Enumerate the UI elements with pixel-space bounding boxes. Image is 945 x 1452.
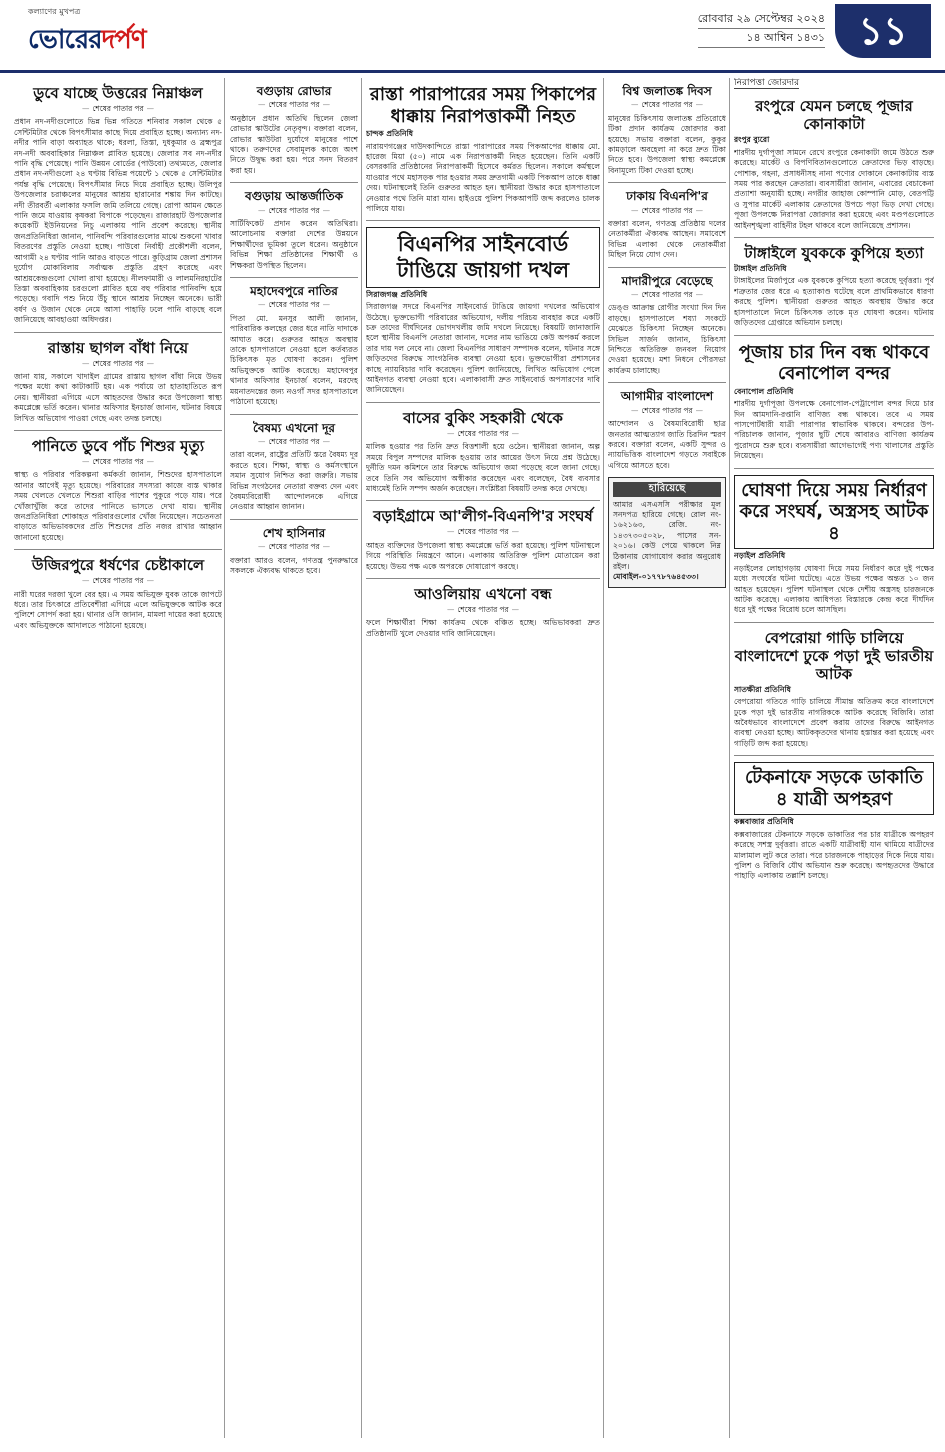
article-body: বক্তারা আরও বলেন, গণতন্ত্র পুনরুদ্ধারে সকলকে ঐক্যবদ্ধ থাকতে হবে।	[230, 555, 358, 575]
article-body: আহত ব্যক্তিদের উপজেলা স্বাস্থ্য কমপ্লেক্সে ভর্তি করা হয়েছে। পুলিশ ঘটনাস্থলে গিয়ে পরিস্থিতি নিয়ন্ত্রণে আনে। এলাকায় অতিরিক্ত পুলিশ মোতায়েন করা হয়েছে। উভয় পক্ষ একে অপরকে দোষারোপ করছে।	[366, 540, 600, 571]
divider	[14, 332, 222, 333]
divider	[14, 430, 222, 431]
lost-notice-body: আমার এসএসসি পরীক্ষার মূল সনদপত্র হারিয়ে গেছে। রোল নং- ১৬২১৬৩, রেজি. নং- ১৪৩৭৩০৫০২৮, পাসের সন- ২০১৬। কেউ পেয়ে থাকলে নিম্ন ঠিকানায় যোগাযোগ করার অনুরোধ রইল।	[613, 499, 721, 571]
article-body: সার্টিফিকেট প্রদান করেন অতিথিরা। আলোচনায় বক্তারা দেশের উন্নয়নে শিক্ষার্থীদের ভূমিকা তুলে ধরেন। অনুষ্ঠানে বিভিন্ন শিক্ষা প্রতিষ্ঠানের শিক্ষার্থী ও শিক্ষকরা উপস্থিত ছিলেন।	[230, 219, 358, 270]
column-divider	[729, 78, 730, 1438]
headline[interactable]: বিএনপির সাইনবোর্ড টাঙিয়ে জায়গা দখল	[366, 227, 600, 287]
article-body: মালিক হওয়ার পর তিনি দ্রুত বিত্তশালী হয়ে ওঠেন। স্থানীয়রা জানান, অল্প সময়ে বিপুল সম্পদের মালিক হওয়ায় তার আয়ের উৎস নিয়ে প্রশ্ন উঠেছে। দুর্নীতি দমন কমিশনে তার বিরুদ্ধে অভিযোগ জমা পড়েছে বলে জানা গেছে। তবে তিনি সব অভিযোগ অস্বীকার করেছেন এবং বলেছেন, বৈধ ব্যবসার মাধ্যমেই তিনি সম্পদ অর্জন করেছেন। সংশ্লিষ্টরা বিষয়টি তদন্ত করে দেখছে।	[366, 442, 600, 493]
continued-label: — শেষের পাতার পর —	[608, 406, 726, 416]
column-5	[734, 78, 934, 1440]
headline[interactable]: শেখ হাসিনার	[262, 525, 326, 540]
headline[interactable]: রংপুরে যেমন চলছে পূজার কোনাকাটা	[755, 97, 913, 134]
continued-label: — শেষের পাতার পর —	[14, 457, 222, 467]
headline[interactable]: বড়াইগ্রামে আ'লীগ-বিএনপি'র সংঘর্ষ	[373, 507, 593, 526]
continued-label: — শেষের পাতার পর —	[230, 437, 358, 447]
paper-name	[28, 19, 146, 63]
headline[interactable]: ডুবে যাচ্ছে উত্তরের নিম্নাঞ্চল	[33, 84, 203, 102]
divider	[230, 182, 358, 183]
column-4	[608, 78, 726, 1440]
article-body: ডেঙ্গু আক্রান্ত রোগীর সংখ্যা দিন দিন বাড়ছে। হাসপাতালে শয্যা সংকটে মেঝেতে চিকিৎসা নিচ্ছেন অনেকে। সিভিল সার্জন জানান, চিকিৎসা নিশ্চিতে অতিরিক্ত জনবল নিয়োগ দেওয়া হয়েছে। মশা নিধনে পৌরসভা কার্যক্রম চালাচ্ছে।	[608, 303, 726, 375]
divider	[230, 277, 358, 278]
column-2	[230, 78, 358, 1440]
continued-label: — শেষের পাতার পর —	[230, 100, 358, 110]
continued-label: — শেষের পাতার পর —	[366, 429, 600, 439]
headline[interactable]: পানিতে ডুবে পাঁচ শিশুর মৃত্যু	[31, 436, 205, 455]
article-body: অনুষ্ঠানে প্রধান অতিথি ছিলেন জেলা রোভার স্কাউটের নেতৃবৃন্দ। বক্তারা বলেন, রোভার স্কাউটরা দুর্যোগে মানুষের পাশে থাকে। তরুণদের সেবামূলক কাজে অংশ নিতে উদ্বুদ্ধ করা হয়। পরে সনদ বিতরণ করা হয়।	[230, 113, 358, 175]
headline[interactable]: টেকনাফে সড়কে ডাকাতি ৪ যাত্রী অপহরণ	[734, 762, 934, 815]
paper-logo	[28, 6, 146, 63]
divider	[230, 414, 358, 415]
byline: রংপুর ব্যুরো	[734, 135, 770, 145]
headline[interactable]: বাসের বুকিং সহকারী থেকে	[403, 408, 563, 427]
article-body: তারা বলেন, রাষ্ট্রের প্রতিটি স্তরে বৈষম্য দূর করতে হবে। শিক্ষা, স্বাস্থ্য ও কর্মসংস্থানে সমান সুযোগ নিশ্চিত করা জরুরি। সভায় বিভিন্ন সংগঠনের নেতারা বক্তব্য দেন এবং বৈষম্যবিরোধী আন্দোলনকে এগিয়ে নেওয়ার আহ্বান জানান।	[230, 450, 358, 512]
byline: চান্দক প্রতিনিধি	[366, 129, 414, 139]
column-divider	[361, 78, 362, 1438]
headline[interactable]: রাস্তা পারাপারের সময় পিকাপের ধাক্কায় নিরাপত্তাকর্মী নিহত	[369, 84, 597, 127]
article-body: শারদীয় দুর্গাপূজা সামনে রেখে রংপুরে কেনাকাটা জমে উঠতে শুরু করেছে। মার্কেট ও বিপণিবিতানগুলোতে ক্রেতাদের ভিড় বাড়ছে। পোশাক, গহনা, প্রসাধনীসহ নানা পণ্যের দোকানে কেনাকাটায় ব্যস্ত সময় পার করছেন ক্রেতারা। ব্যবসায়ীরা জানান, এবারের বেচাকেনা প্রত্যাশা অনুযায়ী হচ্ছে। নগরীর জাহাজ কোম্পানি মোড়, বেতপট্টি ও সুপার মার্কেট এলাকায় ক্রেতাদের উপচে পড়া ভিড় দেখা গেছে। পূজা উপলক্ষে নিরাপত্তা জোরদার করা হয়েছে এবং মণ্ডপগুলোতে আইনশৃঙ্খলা বাহিনীর টহল থাকবে বলে জানিয়েছে প্রশাসন।	[734, 147, 934, 230]
headline[interactable]: বৈষম্য এখনো দূর	[252, 420, 336, 435]
divider	[230, 519, 358, 520]
article-body: সিরাজগঞ্জ সদরে বিএনপির সাইনবোর্ড টাঙিয়ে জায়গা দখলের অভিযোগ উঠেছে। ভুক্তভোগী পরিবারের অভিযোগ, দলীয় পরিচয় ব্যবহার করে একটি চক্র তাদের দীর্ঘদিনের ভোগদখলীয় জমি দখলে নিয়েছে। বিষয়টি জানাজানি হলে স্থানীয় বিএনপি নেতারা জানান, দলের নাম ভাঙিয়ে কেউ অপকর্ম করলে তার দায় দল নেবে না। জেলা বিএনপির সাধারণ সম্পাদক বলেন, ঘটনার সঙ্গে জড়িতদের বিরুদ্ধে সাংগঠনিক ব্যবস্থা নেওয়া হবে। ভুক্তভোগীরা প্রশাসনের কাছে ন্যায়বিচার দাবি করেছেন। পুলিশ জানিয়েছে, লিখিত অভিযোগ পেলে আইনগত ব্যবস্থা নেওয়া হবে। এলাকাবাসী দ্রুত সাইনবোর্ড অপসারণের দাবি জানিয়েছেন।	[366, 302, 600, 395]
lost-notice-title: হারিয়েছে	[613, 482, 721, 496]
lost-notice-contact: মোবাইল-০১৭৭৮৭৬৪৫৩৩।	[613, 572, 699, 582]
divider	[734, 237, 934, 238]
date-english: রোববার ২৯ সেপ্টেম্বর ২০২৪	[698, 10, 825, 29]
article-body: পিতা মো. মনসুর আলী জানান, পারিবারিক কলহের জের ধরে নাতি দাদাকে আঘাত করে। গুরুতর আহত অবস্থায় তাকে হাসপাতালে নেওয়া হলে কর্তব্যরত চিকিৎসক মৃত ঘোষণা করেন। পুলিশ অভিযুক্তকে আটক করেছে। মহাদেবপুর থানার অফিসার ইনচার্জ বলেন, মরদেহ ময়নাতদন্তের জন্য নওগাঁ সদর হাসপাতালে পাঠানো হয়েছে।	[230, 313, 358, 407]
byline: টাঙ্গাইল প্রতিনিধি	[734, 264, 787, 274]
continued-label: — শেষের পাতার পর —	[230, 206, 358, 216]
headline[interactable]: উজিরপুরে ধর্ষণের চেষ্টাকালে	[31, 556, 205, 575]
headline[interactable]: আগামীর বাংলাদেশ	[620, 389, 714, 404]
continued-label: — শেষের পাতার পর —	[608, 290, 726, 300]
divider	[608, 267, 726, 268]
divider	[14, 549, 222, 550]
kicker: নিরাপত্তা জোরদার	[734, 78, 800, 88]
continued-label: — শেষের পাতার পর —	[14, 576, 222, 586]
divider	[366, 500, 600, 501]
headline[interactable]: বিশ্ব জলাতঙ্ক দিবস	[622, 84, 712, 98]
column-1	[14, 78, 222, 1440]
article-body: নারী ঘরের দরজা খুলে বের হয়। এ সময় অভিযুক্ত যুবক তাকে জাপটে ধরে। তার চিৎকারে প্রতিবেশীরা এগিয়ে এলে অভিযুক্তকে আটক করে পুলিশে সোপর্দ করা হয়। থানার ওসি জানান, মামলা দায়ের করা হয়েছে এবং অভিযুক্তকে আদালতে পাঠানো হয়েছে।	[14, 589, 222, 630]
headline[interactable]: মহাদেবপুরে নাতির	[250, 284, 338, 299]
divider	[734, 468, 934, 469]
divider	[608, 182, 726, 183]
divider	[734, 622, 934, 623]
headline[interactable]: মাদারীপুরে বেড়েছে	[621, 273, 713, 288]
divider	[366, 578, 600, 579]
paper-name-part-a: ভোরের	[28, 25, 102, 55]
byline: সিরাজগঞ্জ প্রতিনিধি	[366, 289, 428, 299]
column-3	[366, 78, 600, 1440]
masthead	[0, 0, 945, 73]
byline: সাতক্ষীরা প্রতিনিধি	[734, 684, 791, 694]
byline: কক্সবাজার প্রতিনিধি	[734, 817, 794, 827]
article-body: কক্সবাজারের টেকনাফে সড়কে ডাকাতির পর চার যাত্রীকে অপহরণ করেছে সশস্ত্র দুর্বৃত্তরা। রাতে একটি যাত্রীবাহী যান থামিয়ে যাত্রীদের মালামাল লুট করে তারা। পরে চারজনকে পাহাড়ের দিকে নিয়ে যায়। পুলিশ ও বিজিবি যৌথ অভিযান শুরু করেছে। অপহৃতদের উদ্ধারে পাহাড়ি এলাকায় তল্লাশি চলছে।	[734, 829, 934, 881]
divider	[608, 382, 726, 383]
date-bengali: ১৪ আশ্বিন ১৪৩১	[698, 29, 825, 48]
continued-label: — শেষের পাতার পর —	[14, 104, 222, 114]
headline[interactable]: টাঙ্গাইলে যুবককে কুপিয়ে হত্যা	[744, 244, 924, 263]
continued-label: — শেষের পাতার পর —	[608, 206, 726, 216]
headline[interactable]: রাস্তায় ছাগল বাঁধা নিয়ে	[47, 338, 189, 357]
article-body: জানা যায়, সকালে খাদাইল গ্রামের রাস্তায় ছাগল বাঁধা নিয়ে উভয় পক্ষের মধ্যে কথা কাটাকাটি হয়। এক পর্যায়ে তা হাতাহাতিতে রূপ নেয়। স্থানীয়রা এগিয়ে এসে আহতদের উদ্ধার করে উপজেলা স্বাস্থ্য কমপ্লেক্সে ভর্তি করেন। থানার অফিসার ইনচার্জ জানান, ঘটনার বিষয়ে লিখিত অভিযোগ পাওয়া গেছে এবং তদন্ত চলছে।	[14, 371, 222, 423]
continued-label: — শেষের পাতার পর —	[14, 359, 222, 369]
headline[interactable]: ঢাকায় বিএনপি'র	[626, 189, 708, 204]
article-body: বক্তারা বলেন, গণতন্ত্র প্রতিষ্ঠায় দলের নেতাকর্মীরা ঐক্যবদ্ধ আছেন। সমাবেশে বিভিন্ন এলাকা থেকে নেতাকর্মীরা মিছিল নিয়ে যোগ দেন।	[608, 219, 726, 260]
divider	[734, 335, 934, 336]
article-body: স্বাস্থ্য ও পরিবার পরিকল্পনা কর্মকর্তা জানান, শিশুদের হাসপাতালে আনার আগেই মৃত্যু হয়েছে। পরিবারের সদস্যরা কাজে ব্যস্ত থাকার সময় খেলতে খেলতে শিশুরা বাড়ির পাশের পুকুরে পড়ে যায়। পরে খোঁজাখুঁজি করে তাদের পানিতে ভাসতে দেখা যায়। স্থানীয় জনপ্রতিনিধিরা শোকাহত পরিবারগুলোর খোঁজ নিয়েছেন। সচেতনতা বাড়াতে অভিভাবকদের প্রতি শিশুদের প্রতি নজর রাখার আহ্বান জানানো হয়েছে।	[14, 470, 222, 542]
paper-name-part-b: দর্পণ	[101, 25, 146, 55]
continued-label: — শেষের পাতার পর —	[230, 300, 358, 310]
continued-label: — শেষের পাতার পর —	[608, 100, 726, 110]
continued-label: — শেষের পাতার পর —	[230, 542, 358, 552]
byline: বেনাপোল প্রতিনিধি	[734, 386, 794, 396]
article-body: বেপরোয়া গতিতে গাড়ি চালিয়ে সীমান্ত অতিক্রম করে বাংলাদেশে ঢুকে পড়া দুই ভারতীয় নাগরিককে আটক করেছে বিজিবি। তারা অবৈধভাবে বাংলাদেশে প্রবেশ করায় তাদের বিরুদ্ধে আইনগত ব্যবস্থা নেওয়া হচ্ছে। আটককৃতদের থানায় হস্তান্তর করা হয়েছে এবং গাড়িটি জব্দ করা হয়েছে।	[734, 697, 934, 748]
article-body: টাঙ্গাইলের মির্জাপুরে এক যুবককে কুপিয়ে হত্যা করেছে দুর্বৃত্তরা। পূর্ব শত্রুতার জের ধরে এ হত্যাকাণ্ড ঘটেছে বলে প্রাথমিকভাবে ধারণা করছে পুলিশ। স্থানীয়রা গুরুতর আহত অবস্থায় উদ্ধার করে হাসপাতালে নিলে চিকিৎসক তাকে মৃত ঘোষণা করেন। ঘটনায় জড়িতদের গ্রেপ্তারে অভিযান চলছে।	[734, 276, 934, 328]
headline[interactable]: বগুড়ায় আন্তর্জাতিক	[245, 189, 343, 204]
headline[interactable]: বগুড়ায় রোভার	[256, 84, 332, 98]
article-body: নারায়ণগঞ্জের দাউদকান্দিতে রাস্তা পারাপারের সময় পিকআপের ধাক্কায় মো. হারেজ মিয়া (৫০) নামে এক নিরাপত্তাকর্মী নিহত হয়েছেন। তিনি একটি বেসরকারি প্রতিষ্ঠানের নিরাপত্তাকর্মী হিসেবে কর্মরত ছিলেন। সকালে কর্মস্থলে যাওয়ার পথে মহাসড়ক পার হওয়ার সময় দ্রুতগামী একটি পিকআপ তাকে ধাক্কা দেয়। ঘটনাস্থলেই তিনি গুরুতর আহত হন। স্থানীয়রা উদ্ধার করে হাসপাতালে নেওয়ার পথে তিনি মারা যান। হাইওয়ে পুলিশ পিকআপটি জব্দ করলেও চালক পালিয়ে যায়।	[366, 141, 600, 214]
column-divider	[603, 78, 604, 1438]
divider	[734, 755, 934, 756]
article-body: প্রধান নদ-নদীগুলোতে ভিন্ন ভিন্ন গতিতে শনিবার সকাল থেকে ৫ সেন্টিমিটার থেকে বিপৎসীমার কাছে দিয়ে প্রবাহিত হচ্ছে। অন্যান্য নদ-নদীর পানি বাড়া অব্যাহত থাকে; ধরলা, তিস্তা, দুধকুমার ও ব্রহ্মপুত্র নদ-নদী অববাহিকার নিম্নাঞ্চল প্লাবিত হয়েছে। জেলার সব নদ-নদীর পানি বৃদ্ধি পেয়েছে। পানি উন্নয়ন বোর্ডের (পাউবো) তথ্যমতে, জেলার প্রধান নদ-নদীগুলো ২৪ ঘণ্টায় বিভিন্ন পয়েন্টে ১ থেকে ৫ সেন্টিমিটার পর্যন্ত বৃদ্ধি পেয়েছে। বিপৎসীমার নিচে দিয়ে প্রবাহিত হচ্ছে। উলিপুর উপজেলার চরাঞ্চলের মানুষের আশ্রয় হারানোর শঙ্কায় দিন কাটছে। নদী তীরবর্তী এলাকার ফসলি জমি তলিয়ে গেছে। রোপা আমন ক্ষেতে পানি জমে যাওয়ায় কৃষকরা বিপাকে পড়েছেন। রাজারহাট উপজেলার কয়েকটি ইউনিয়নের নিচু এলাকায় পানি প্রবেশ করেছে। স্থানীয় জনপ্রতিনিধিরা জানান, পানিবন্দি পরিবারগুলোর মাঝে শুকনো খাবার বিতরণের প্রস্তুতি নেওয়া হচ্ছে। পাউবো নির্বাহী প্রকৌশলী বলেন, আগামী ২৪ ঘণ্টায় পানি আরও বাড়তে পারে। কুড়িগ্রাম জেলা প্রশাসন দুর্যোগ মোকাবিলায় সর্বাত্মক প্রস্তুতি গ্রহণ করেছে এবং আশ্রয়কেন্দ্রগুলো খোলা রাখা হয়েছে। নীলফামারী ও লালমনিরহাটের তিস্তা অববাহিকায় চরগুলো প্লাবিত হয়ে বহু পরিবার পানিবন্দি হয়ে পড়েছে। গবাদি পশু নিয়ে উঁচু স্থানে আশ্রয় নিচ্ছেন অনেকে। ভারী বর্ষণ ও উজান থেকে নেমে আসা পাহাড়ি ঢলে পানি বাড়ছে বলে জানিয়েছে আবহাওয়া অধিদপ্তর।	[14, 117, 222, 325]
headline[interactable]: পূজায় চার দিন বন্ধ থাকবে বেনাপোল বন্দর	[738, 341, 930, 385]
article-body: শারদীয় দুর্গাপূজা উপলক্ষে বেনাপোল-পেট্রাপোল বন্দর দিয়ে চার দিন আমদানি-রপ্তানি বাণিজ্য বন্ধ থাকবে। তবে এ সময় পাসপোর্টধারী যাত্রী পারাপার স্বাভাবিক থাকবে। বন্দরের উপ-পরিচালক জানান, পূজার ছুটি শেষে আবারও বাণিজ্য কার্যক্রম পুরোদমে শুরু হবে। ব্যবসায়ীরা আগেভাগেই পণ্য খালাসের প্রস্তুতি নিয়েছেন।	[734, 399, 934, 461]
divider	[366, 220, 600, 221]
article-body: মানুষের চিকিৎসায় জলাতঙ্ক প্রতিরোধে টিকা প্রদান কার্যক্রম জোরদার করা হয়েছে। সভায় বক্তারা বলেন, কুকুর কামড়ালে অবহেলা না করে দ্রুত টিকা নিতে হবে। উপজেলা স্বাস্থ্য কমপ্লেক্সে বিনামূল্যে টিকা দেওয়া হচ্ছে।	[608, 113, 726, 175]
article-body: নড়াইলের লোহাগড়ায় ঘোষণা দিয়ে সময় নির্ধারণ করে দুই পক্ষের মধ্যে সংঘর্ষের ঘটনা ঘটেছে। এতে উভয় পক্ষের অন্তত ১০ জন আহত হয়েছেন। পুলিশ ঘটনাস্থল থেকে দেশীয় অস্ত্রসহ চারজনকে আটক করেছে। এলাকায় আধিপত্য বিস্তারকে কেন্দ্র করে দীর্ঘদিন ধরে দুই পক্ষের বিরোধ চলে আসছিল।	[734, 563, 934, 615]
column-divider	[224, 78, 225, 1438]
date-block	[698, 10, 825, 48]
headline[interactable]: আওলিয়ায় এখনো বন্ধ	[414, 584, 552, 603]
headline[interactable]: ঘোষণা দিয়ে সময় নির্ধারণ করে সংঘর্ষ, অস্ত্রসহ আটক ৪	[734, 475, 934, 550]
page-number: ১১	[835, 4, 931, 58]
continued-label: — শেষের পাতার পর —	[366, 605, 600, 615]
headline[interactable]: বেপরোয়া গাড়ি চালিয়ে বাংলাদেশে ঢুকে পড়া দুই ভারতীয় আটক	[734, 628, 934, 683]
continued-label: — শেষের পাতার পর —	[366, 527, 600, 537]
byline: নড়াইল প্রতিনিধি	[734, 551, 786, 561]
divider	[366, 402, 600, 403]
lost-notice-box	[608, 477, 726, 588]
article-body: আন্দোলন ও বৈষম্যবিরোধী ছাত্র জনতার আত্মত্যাগ জাতি চিরদিন স্মরণ করবে। বক্তারা বলেন, একটি সুন্দর ও ন্যায়ভিত্তিক বাংলাদেশ গড়তে সবাইকে এগিয়ে আসতে হবে।	[608, 419, 726, 470]
paper-tagline: কল্যাণের মুখপত্র	[28, 7, 81, 16]
article-body: ফলে শিক্ষার্থীরা শিক্ষা কার্যক্রম থেকে বঞ্চিত হচ্ছে। অভিভাবকরা দ্রুত প্রতিষ্ঠানটি খুলে দেওয়ার দাবি জানিয়েছেন।	[366, 618, 600, 638]
